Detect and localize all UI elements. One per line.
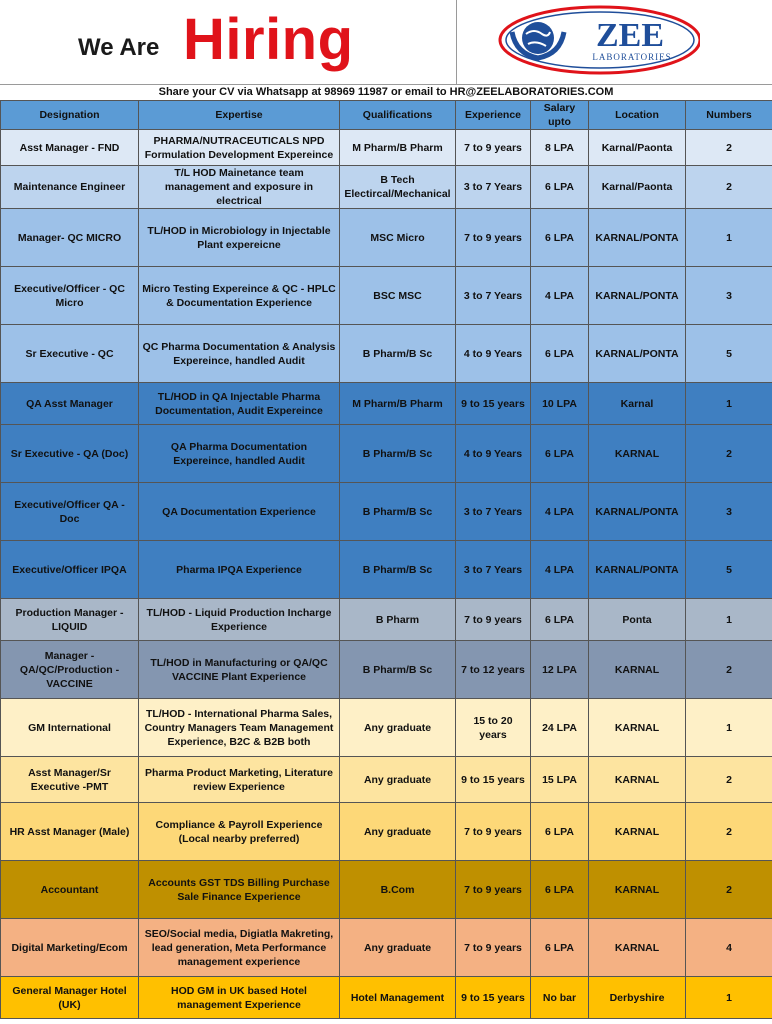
- globe-hands-icon: [512, 22, 564, 58]
- qualifications-cell: B Pharm/B Sc: [340, 325, 456, 383]
- qualifications-cell: B Pharm/B Sc: [340, 541, 456, 599]
- salary-cell: 4 LPA: [531, 483, 589, 541]
- location-cell: KARNAL/PONTA: [589, 209, 686, 267]
- expertise-cell: Accounts GST TDS Billing Purchase Sale Finance Experience: [139, 861, 340, 919]
- experience-cell: 7 to 9 years: [456, 803, 531, 861]
- table-row: [1, 699, 772, 757]
- expertise-cell: Pharma Product Marketing, Literature review Experience: [139, 757, 340, 803]
- col-qualifications: Qualifications: [340, 101, 456, 130]
- designation-cell: Asst Manager/Sr Executive -PMT: [1, 757, 139, 803]
- col-expertise: Expertise: [139, 101, 340, 130]
- table-row: [1, 267, 772, 325]
- qualifications-cell: B Tech Electircal/Mechanical: [340, 166, 456, 209]
- col-experience: Experience: [456, 101, 531, 130]
- numbers-cell: 2: [686, 166, 772, 209]
- numbers-cell: 5: [686, 541, 772, 599]
- designation-cell: Production Manager - LIQUID: [1, 599, 139, 641]
- jobs-table: [0, 100, 772, 1019]
- numbers-cell: 2: [686, 757, 772, 803]
- numbers-cell: 4: [686, 919, 772, 977]
- salary-cell: 6 LPA: [531, 166, 589, 209]
- salary-cell: 24 LPA: [531, 699, 589, 757]
- table-row: [1, 425, 772, 483]
- qualifications-cell: B Pharm: [340, 599, 456, 641]
- salary-cell: 6 LPA: [531, 209, 589, 267]
- expertise-cell: TL/HOD in QA Injectable Pharma Documentation, Audit Expereince: [139, 383, 340, 425]
- table-row: [1, 209, 772, 267]
- numbers-cell: 2: [686, 425, 772, 483]
- numbers-cell: 1: [686, 699, 772, 757]
- qualifications-cell: M Pharm/B Pharm: [340, 130, 456, 166]
- designation-cell: Executive/Officer - QC Micro: [1, 267, 139, 325]
- expertise-cell: T/L HOD Mainetance team management and exposure in electrical: [139, 166, 340, 209]
- col-numbers: Numbers: [686, 101, 772, 130]
- experience-cell: 4 to 9 Years: [456, 325, 531, 383]
- numbers-cell: 3: [686, 267, 772, 325]
- numbers-cell: 5: [686, 325, 772, 383]
- zee-laboratories-logo: [490, 2, 700, 80]
- designation-cell: GM International: [1, 699, 139, 757]
- designation-cell: Accountant: [1, 861, 139, 919]
- location-cell: KARNAL: [589, 919, 686, 977]
- table-row: [1, 130, 772, 166]
- numbers-cell: 1: [686, 209, 772, 267]
- designation-cell: HR Asst Manager (Male): [1, 803, 139, 861]
- salary-cell: 4 LPA: [531, 267, 589, 325]
- hiring-title: Hiring: [183, 7, 354, 72]
- designation-cell: Executive/Officer IPQA: [1, 541, 139, 599]
- table-row: [1, 541, 772, 599]
- salary-cell: 6 LPA: [531, 425, 589, 483]
- location-cell: Karnal/Paonta: [589, 130, 686, 166]
- table-row: [1, 166, 772, 209]
- salary-cell: 6 LPA: [531, 599, 589, 641]
- experience-cell: 4 to 9 Years: [456, 425, 531, 483]
- expertise-cell: Pharma IPQA Experience: [139, 541, 340, 599]
- experience-cell: 3 to 7 Years: [456, 166, 531, 209]
- qualifications-cell: Any graduate: [340, 699, 456, 757]
- designation-cell: Digital Marketing/Ecom: [1, 919, 139, 977]
- numbers-cell: 2: [686, 861, 772, 919]
- experience-cell: 9 to 15 years: [456, 757, 531, 803]
- expertise-cell: TL/HOD - Liquid Production Incharge Experience: [139, 599, 340, 641]
- qualifications-cell: Any graduate: [340, 757, 456, 803]
- experience-cell: 9 to 15 years: [456, 977, 531, 1019]
- numbers-cell: 2: [686, 803, 772, 861]
- table-row: [1, 483, 772, 541]
- salary-cell: 6 LPA: [531, 325, 589, 383]
- table-row: [1, 641, 772, 699]
- designation-cell: Asst Manager - FND: [1, 130, 139, 166]
- qualifications-cell: Any graduate: [340, 803, 456, 861]
- experience-cell: 7 to 9 years: [456, 209, 531, 267]
- location-cell: KARNAL: [589, 803, 686, 861]
- col-designation: Designation: [1, 101, 139, 130]
- table-row: [1, 599, 772, 641]
- table-row: [1, 803, 772, 861]
- share-cv-instructions: Share your CV via Whatsapp at 98969 11987 or email to HR@ZEELABORATORIES.COM: [0, 84, 772, 101]
- designation-cell: QA Asst Manager: [1, 383, 139, 425]
- qualifications-cell: B Pharm/B Sc: [340, 425, 456, 483]
- col-salary: Salary upto: [531, 101, 589, 130]
- location-cell: KARNAL/PONTA: [589, 541, 686, 599]
- expertise-cell: QA Documentation Experience: [139, 483, 340, 541]
- expertise-cell: Compliance & Payroll Experience (Local nearby preferred): [139, 803, 340, 861]
- expertise-cell: Micro Testing Expereince & QC - HPLC & Documentation Experience: [139, 267, 340, 325]
- salary-cell: 4 LPA: [531, 541, 589, 599]
- qualifications-cell: MSC Micro: [340, 209, 456, 267]
- table-row: [1, 757, 772, 803]
- svg-text:LABORATORIES: LABORATORIES: [592, 52, 672, 62]
- qualifications-cell: Any graduate: [340, 919, 456, 977]
- experience-cell: 3 to 7 Years: [456, 267, 531, 325]
- salary-cell: 8 LPA: [531, 130, 589, 166]
- location-cell: KARNAL: [589, 861, 686, 919]
- expertise-cell: TL/HOD in Microbiology in Injectable Plant expereicne: [139, 209, 340, 267]
- numbers-cell: 2: [686, 641, 772, 699]
- designation-cell: Sr Executive - QC: [1, 325, 139, 383]
- designation-cell: Manager - QA/QC/Production - VACCINE: [1, 641, 139, 699]
- numbers-cell: 2: [686, 130, 772, 166]
- experience-cell: 7 to 12 years: [456, 641, 531, 699]
- designation-cell: General Manager Hotel (UK): [1, 977, 139, 1019]
- qualifications-cell: B Pharm/B Sc: [340, 483, 456, 541]
- location-cell: KARNAL: [589, 641, 686, 699]
- salary-cell: 6 LPA: [531, 919, 589, 977]
- expertise-cell: QC Pharma Documentation & Analysis Expereince, handled Audit: [139, 325, 340, 383]
- expertise-cell: TL/HOD in Manufacturing or QA/QC VACCINE Plant Experience: [139, 641, 340, 699]
- experience-cell: 7 to 9 years: [456, 599, 531, 641]
- experience-cell: 3 to 7 Years: [456, 483, 531, 541]
- experience-cell: 7 to 9 years: [456, 861, 531, 919]
- table-row: [1, 861, 772, 919]
- svg-text:ZEE: ZEE: [595, 17, 665, 54]
- experience-cell: 15 to 20 years: [456, 699, 531, 757]
- location-cell: KARNAL/PONTA: [589, 325, 686, 383]
- salary-cell: No bar: [531, 977, 589, 1019]
- expertise-cell: TL/HOD - International Pharma Sales, Country Managers Team Management Experience, B2C & B2B both: [139, 699, 340, 757]
- qualifications-cell: B.Com: [340, 861, 456, 919]
- location-cell: Karnal/Paonta: [589, 166, 686, 209]
- we-are-text: We Are: [78, 34, 160, 61]
- location-cell: KARNAL/PONTA: [589, 483, 686, 541]
- expertise-cell: PHARMA/NUTRACEUTICALS NPD Formulation Development Expereince: [139, 130, 340, 166]
- qualifications-cell: Hotel Management: [340, 977, 456, 1019]
- expertise-cell: SEO/Social media, Digiatla Makreting, lead generation, Meta Performance management experience: [139, 919, 340, 977]
- expertise-cell: QA Pharma Documentation Expereince, handled Audit: [139, 425, 340, 483]
- numbers-cell: 3: [686, 483, 772, 541]
- designation-cell: Executive/Officer QA - Doc: [1, 483, 139, 541]
- expertise-cell: HOD GM in UK based Hotel management Experience: [139, 977, 340, 1019]
- experience-cell: 3 to 7 Years: [456, 541, 531, 599]
- table-row: [1, 977, 772, 1019]
- header: [0, 0, 772, 84]
- salary-cell: 12 LPA: [531, 641, 589, 699]
- table-row: [1, 325, 772, 383]
- numbers-cell: 1: [686, 383, 772, 425]
- qualifications-cell: M Pharm/B Pharm: [340, 383, 456, 425]
- experience-cell: 9 to 15 years: [456, 383, 531, 425]
- table-row: [1, 919, 772, 977]
- designation-cell: Manager- QC MICRO: [1, 209, 139, 267]
- table-row: [1, 383, 772, 425]
- header-divider: [456, 0, 457, 84]
- qualifications-cell: BSC MSC: [340, 267, 456, 325]
- table-header-row: [1, 101, 772, 130]
- salary-cell: 10 LPA: [531, 383, 589, 425]
- designation-cell: Sr Executive - QA (Doc): [1, 425, 139, 483]
- col-location: Location: [589, 101, 686, 130]
- salary-cell: 15 LPA: [531, 757, 589, 803]
- experience-cell: 7 to 9 years: [456, 919, 531, 977]
- experience-cell: 7 to 9 years: [456, 130, 531, 166]
- designation-cell: Maintenance Engineer: [1, 166, 139, 209]
- numbers-cell: 1: [686, 599, 772, 641]
- location-cell: KARNAL/PONTA: [589, 267, 686, 325]
- location-cell: KARNAL: [589, 425, 686, 483]
- location-cell: Ponta: [589, 599, 686, 641]
- location-cell: KARNAL: [589, 757, 686, 803]
- salary-cell: 6 LPA: [531, 861, 589, 919]
- salary-cell: 6 LPA: [531, 803, 589, 861]
- location-cell: Karnal: [589, 383, 686, 425]
- location-cell: KARNAL: [589, 699, 686, 757]
- qualifications-cell: B Pharm/B Sc: [340, 641, 456, 699]
- location-cell: Derbyshire: [589, 977, 686, 1019]
- numbers-cell: 1: [686, 977, 772, 1019]
